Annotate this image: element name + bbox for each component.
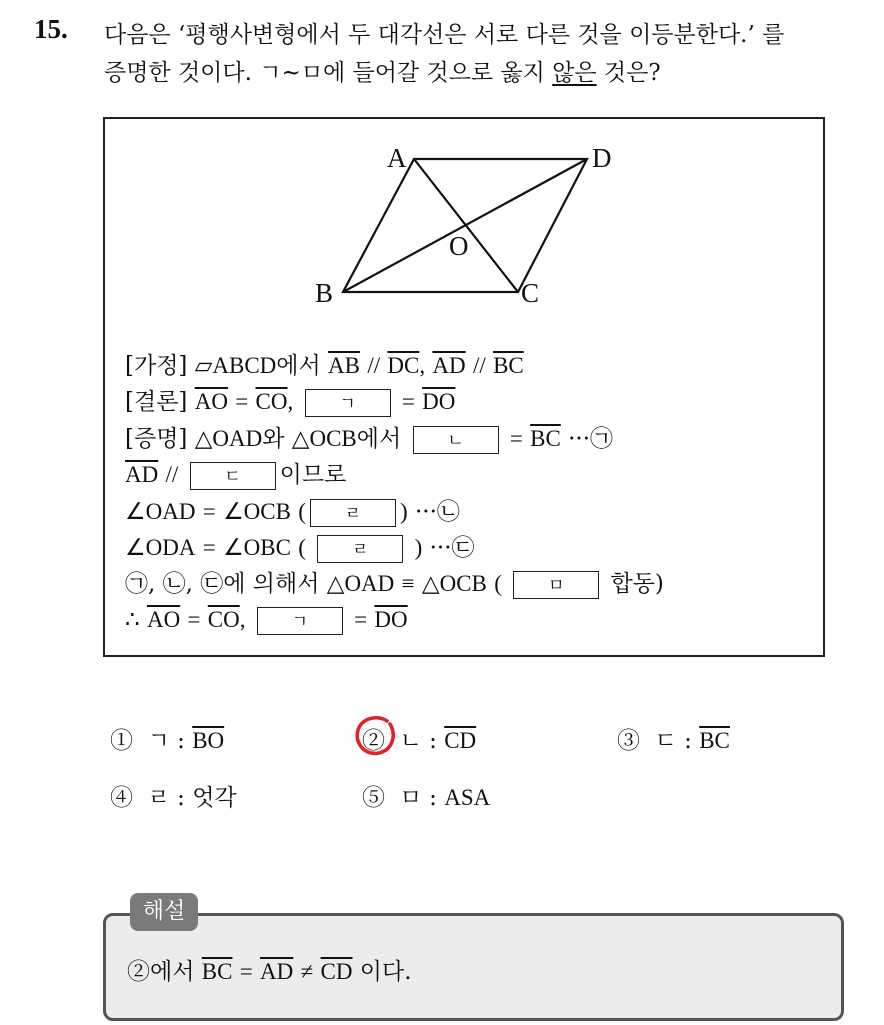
choice-letter: ㄱ bbox=[147, 728, 170, 754]
question-line-1: 다음은 ‘평행사변형에서 두 대각선은 서로 다른 것을 이등분한다.’ 를 bbox=[104, 22, 785, 48]
therefore-symbol: ∴ bbox=[125, 607, 140, 632]
blank-g: ㄱ bbox=[305, 389, 391, 417]
angle-oad: ∠OAD bbox=[125, 499, 196, 524]
choice-num: ③ bbox=[617, 728, 640, 754]
proof-given-line bbox=[125, 349, 524, 383]
choice-letter: ㄴ bbox=[399, 728, 422, 754]
choice-4[interactable] bbox=[110, 779, 237, 812]
choice-colon: : bbox=[684, 728, 692, 754]
proof-step-3 bbox=[125, 495, 460, 529]
proof-step-4 bbox=[125, 531, 475, 565]
seg-co: $\overline{CO}$ bbox=[255, 389, 288, 414]
mark-2: ···㉡ bbox=[414, 499, 460, 525]
proof-frame bbox=[103, 117, 825, 657]
parallelogram-figure bbox=[105, 119, 827, 319]
triangle-oad: △OAD bbox=[326, 571, 395, 596]
blank-r-2: ㄹ bbox=[317, 535, 403, 563]
seg-bc: $\overline{BC}$ bbox=[493, 353, 524, 378]
choice-answer: $\overline{BO}$ bbox=[192, 728, 225, 753]
seg-do: $\overline{DO}$ bbox=[422, 389, 456, 414]
proof-step-2 bbox=[125, 458, 346, 492]
equals: = bbox=[235, 389, 249, 414]
choice-num: ② bbox=[362, 728, 385, 754]
seg-ab: $\overline{AB}$ bbox=[328, 353, 360, 378]
question-emphasis-not: 않은 bbox=[552, 60, 597, 86]
parallel-symbol: // bbox=[472, 353, 486, 378]
angle-ocb: ∠OCB bbox=[223, 499, 291, 524]
point-label-o: O bbox=[449, 231, 469, 261]
wa-particle: 와 bbox=[262, 426, 285, 452]
choice-answer: ASA bbox=[444, 785, 491, 810]
choice-num: ④ bbox=[110, 785, 133, 811]
equals: = bbox=[202, 499, 216, 524]
seg-ad: $\overline{AD}$ bbox=[125, 462, 159, 487]
choice-letter: ㅁ bbox=[399, 785, 422, 811]
equals: = bbox=[401, 389, 415, 414]
choice-num: ① bbox=[110, 728, 133, 754]
paren-close: ) bbox=[399, 499, 408, 524]
choice-answer: 엇각 bbox=[192, 785, 237, 811]
seg-ad: $\overline{AD}$ bbox=[432, 353, 466, 378]
explanation-tab: 해설 bbox=[130, 893, 198, 931]
choice-colon: : bbox=[177, 728, 185, 754]
seg-ao: $\overline{AO}$ bbox=[146, 607, 181, 632]
seg-bc: $\overline{BC}$ bbox=[530, 426, 561, 451]
question-number: 15. bbox=[34, 14, 68, 44]
comma: , bbox=[287, 389, 294, 414]
choice-colon: : bbox=[177, 785, 185, 811]
seg-ao: $\overline{AO}$ bbox=[194, 389, 228, 414]
given-eseo: 에서 bbox=[276, 353, 321, 379]
question-line-2-post: 것은? bbox=[596, 60, 661, 86]
question-line-2 bbox=[104, 54, 661, 87]
proof-conclusion-line bbox=[125, 385, 455, 419]
mark-1: ···㉠ bbox=[568, 426, 614, 452]
expl-seg-bc: $\overline{BC}$ bbox=[201, 959, 233, 984]
choice-num: ⑤ bbox=[362, 785, 385, 811]
blank-g-2: ㄱ bbox=[257, 607, 343, 635]
equals: = bbox=[509, 426, 523, 451]
point-label-b: B bbox=[315, 278, 334, 308]
proof-label: [증명] bbox=[125, 426, 188, 452]
parallelogram-abcd: ▱ABCD bbox=[194, 353, 277, 378]
eseo: 에서 bbox=[356, 426, 402, 452]
proof-step-1 bbox=[125, 422, 613, 456]
hapdong: 합동) bbox=[610, 571, 664, 597]
explanation-text bbox=[127, 953, 412, 986]
paren-open: ( bbox=[298, 499, 306, 524]
choice-colon: : bbox=[429, 785, 437, 811]
point-label-d: D bbox=[592, 143, 612, 173]
triangle-ocb: △OCB bbox=[291, 426, 357, 451]
choice-colon: : bbox=[429, 728, 437, 754]
choice-answer: $\overline{BC}$ bbox=[699, 728, 730, 753]
given-label: [가정] bbox=[125, 353, 188, 379]
expl-seg-ad: $\overline{AD}$ bbox=[260, 959, 294, 984]
mark-3: ···㉢ bbox=[429, 535, 475, 561]
question-line-2-pre: 증명한 것이다. ㄱ~ㅁ에 들어갈 것으로 옳지 bbox=[104, 60, 553, 86]
paren-open: ( bbox=[494, 571, 502, 596]
equals: = bbox=[202, 535, 216, 560]
congruent-symbol: ≡ bbox=[401, 571, 415, 596]
angle-obc: ∠OBC bbox=[223, 535, 291, 560]
paren-close: ) bbox=[414, 535, 423, 560]
choice-5[interactable] bbox=[362, 779, 490, 812]
expl-not-equal: ≠ bbox=[300, 959, 314, 984]
seg-co: $\overline{CO}$ bbox=[207, 607, 240, 632]
choice-3[interactable] bbox=[617, 722, 730, 755]
comma: , bbox=[239, 607, 246, 632]
point-label-a: A bbox=[387, 143, 407, 173]
paren-open: ( bbox=[298, 535, 306, 560]
blank-n: ㄴ bbox=[413, 426, 499, 454]
seg-dc: $\overline{DC}$ bbox=[387, 353, 420, 378]
parallel-symbol: // bbox=[367, 353, 381, 378]
expl-post: 이다. bbox=[359, 959, 412, 985]
choice-answer: $\overline{CD}$ bbox=[444, 728, 477, 753]
choice-letter: ㄷ bbox=[654, 728, 677, 754]
expl-equals: = bbox=[239, 959, 253, 984]
choice-letter: ㄹ bbox=[147, 785, 170, 811]
blank-d: ㄷ bbox=[190, 462, 276, 490]
expl-pre: ②에서 bbox=[127, 959, 195, 985]
point-label-c: C bbox=[521, 278, 540, 308]
triangle-ocb: △OCB bbox=[421, 571, 487, 596]
equals: = bbox=[187, 607, 201, 632]
imeuro: 이므로 bbox=[279, 462, 347, 488]
blank-r-1: ㄹ bbox=[310, 499, 396, 527]
seg-do: $\overline{DO}$ bbox=[374, 607, 408, 632]
by-marks-text: ㉠, ㉡, ㉢에 의해서 bbox=[125, 571, 320, 597]
answer-circle-mark bbox=[352, 712, 400, 760]
comma: , bbox=[419, 353, 426, 378]
choice-1[interactable] bbox=[110, 722, 224, 755]
proof-step-6 bbox=[125, 603, 408, 637]
angle-oda: ∠ODA bbox=[125, 535, 196, 560]
expl-seg-cd: $\overline{CD}$ bbox=[320, 959, 353, 984]
equals: = bbox=[354, 607, 368, 632]
triangle-oad: △OAD bbox=[194, 426, 263, 451]
proof-step-5 bbox=[125, 567, 664, 601]
parallel-symbol: // bbox=[165, 462, 179, 487]
blank-m: ㅁ bbox=[513, 571, 599, 599]
conclusion-label: [결론] bbox=[125, 389, 188, 415]
